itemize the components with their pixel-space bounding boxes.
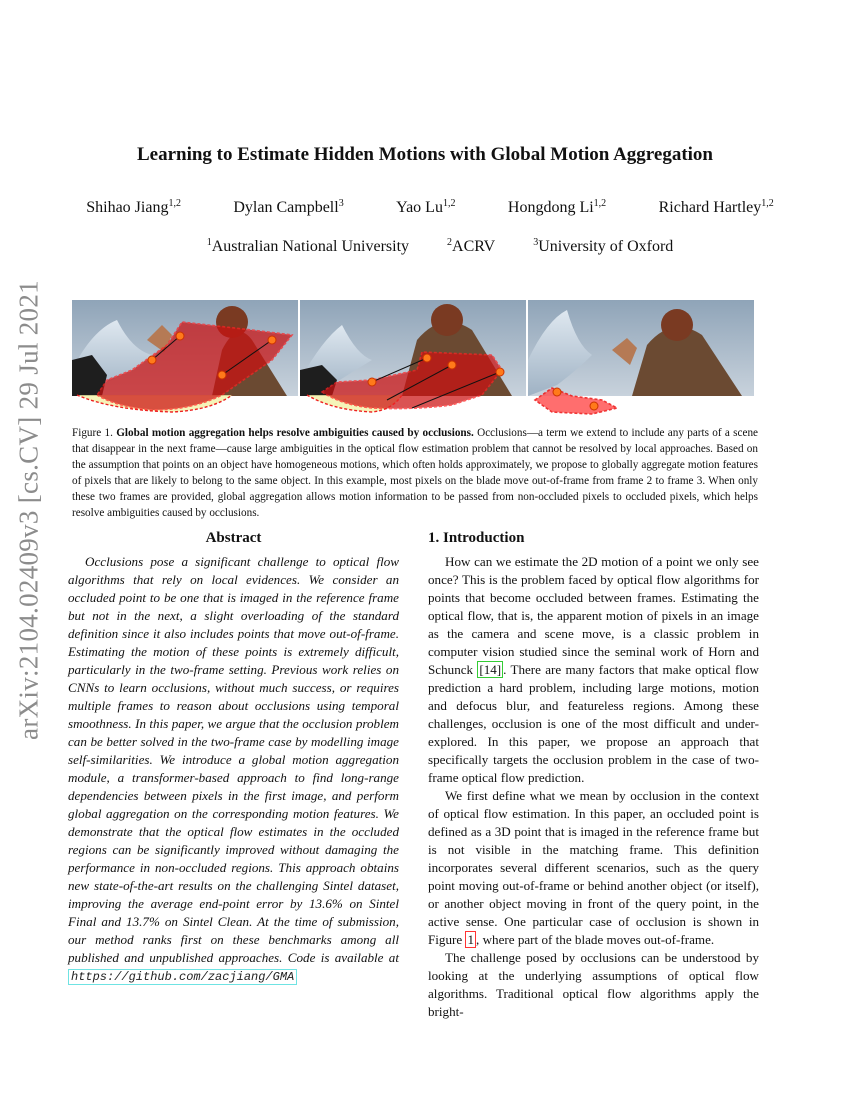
arxiv-stamp-text: arXiv:2104.02409v3 [cs.CV] 29 Jul 2021 <box>13 280 44 740</box>
intro-paragraph-3: The challenge posed by occlusions can be understood by looking at the underlying assumptions of optical flow algorithms. Traditional optical flow algorithms apply the bright- <box>428 950 759 1019</box>
paper-title: Learning to Estimate Hidden Motions with Global Motion Aggregation <box>136 144 713 165</box>
code-link[interactable]: https://github.com/zacjiang/GMA <box>68 969 297 985</box>
author-list <box>60 199 800 217</box>
left-column <box>68 530 399 986</box>
author: Dylan Campbell$^3$ <box>233 198 344 216</box>
abstract-heading: Abstract <box>205 530 262 546</box>
frame-1-image <box>72 300 298 412</box>
abstract-text: Occlusions pose a significant challenge to optical flow algorithms that rely on local evidences. We consider an occluded point to be one that is imaged in the reference frame but not in the next, a slight overloading of the standard definition since it also includes points that move out-of-frame. Estimating the motion of these points is extremely difficult, particularly in the two-frame setting. Previous work relies on CNNs to learn occlusions, without much success, or requires multiple frames to reason about occlusions using temporal smoothness. In this paper, we argue that the occlusion problem can be better solved in the two-frame case by modelling image self-similarities. We introduce a global motion aggregation module, a transformer-based approach to find long-range dependencies between pixels in the first image, and perform global aggregation on the corresponding motion features. We demonstrate that the optical flow estimates in the occluded regions can be significantly improved without damaging the performance in non-occluded regions. This approach obtains new state-of-the-art results on the challenging Sintel dataset, improving the average end-point error by 13.6% on Sintel Final and 13.7% on Sintel Clean. At the time of submission, our method ranks first on these benchmarks among all published and unpublished approaches. Code is available at https://github.com/zacjiang/GMA <box>68 554 399 984</box>
intro-paragraph-1: How can we estimate the 2D motion of a point we only see once? This is the problem faced by optical flow algorithms for points that become occluded between frames. Estimating the optical flow, that is, the apparent motion of pixels in an image as the camera and scene move, is a classic problem in computer vision studied since the seminal work of Horn and Schunck [14] . There are many factors that make optical flow prediction a hard problem, including large motions, motion and defocus blur, and featureless regions. Among these challenges, occlusion is one of the most difficult and under-explored. In this paper, we propose an approach that specifically targets the occlusion problem in the case of two-frame optical flow prediction. <box>428 554 759 785</box>
right-column <box>428 530 759 1021</box>
caption-bold: Global motion aggregation helps resolve ambiguities caused by occlusions. <box>116 427 474 439</box>
intro-heading: 1. Introduction <box>428 530 525 546</box>
arxiv-stamp <box>12 280 46 740</box>
author: Shihao Jiang$^{1,2}$ <box>86 198 181 216</box>
figure-1-frames <box>72 300 754 418</box>
figure-ref-link[interactable]: 1 <box>467 932 475 947</box>
author: Richard Hartley$^{1,2}$ <box>658 198 774 216</box>
citation-link[interactable]: [14] <box>479 662 502 677</box>
figure-caption: Figure 1. Global motion aggregation helps resolve ambiguities caused by occlusions. Occlusions—a term we extend to include any parts of a scene that disappear in the next frame—cause large ambiguities in the optical flow estimation problem that cannot be resolved by local approaches. Based on the assumption that points on an object have homogeneous motions, which often holds approximately, we propose to globally aggregate motion features of pixels that are likely to belong to the same object. In this example, most pixels on the blade move out-of-frame from frame 2 to frame 3. When only these two frames are provided, global aggregation allows motion information to be passed from non-occluded pixels to occluded pixels, which helps resolve ambiguities caused by occlusions. <box>72 427 759 519</box>
figure-1 <box>72 300 754 418</box>
author: Hongdong Li$^{1,2}$ <box>507 198 607 216</box>
affiliation: $^1$Australian National University <box>206 237 410 255</box>
author: Yao Lu$^{1,2}$ <box>396 198 456 216</box>
frame-2-image <box>300 300 526 412</box>
affiliation-list <box>120 238 760 256</box>
frame-3-image <box>528 300 754 414</box>
intro-paragraph-2: We first define what we mean by occlusion in the context of optical flow estimation. In this paper, an occluded point is defined as a 3D point that is imaged in the reference frame but is not visible in the matching frame. This definition incorporates several different scenarios, such as the query point moving out-of-frame or behind another object (or itself), or another object moving in front of the query point, in the active sense. One particular case of occlusion is shown in Figure 1 , where part of the blade moves out-of-frame. <box>428 788 759 947</box>
affiliation: $^3$University of Oxford <box>533 237 674 255</box>
caption-text: Occlusions—a term we extend to include any parts of a scene that disappear in the next frame—cause large ambiguities in the optical flow estimation problem that cannot be resolved by local approaches. Based on the assumption that points on an object have homogeneous motions, which often holds approximately, we propose to globally aggregate motion features of pixels that are likely to belong to the same object. In this example, most pixels on the blade move out-of-frame from frame 2 to frame 3. When only these two frames are provided, global aggregation allows motion information to be passed from non-occluded pixels to occluded pixels, which helps resolve ambiguities caused by occlusions. <box>72 427 759 519</box>
affiliation: $^2$ACRV <box>447 237 496 255</box>
